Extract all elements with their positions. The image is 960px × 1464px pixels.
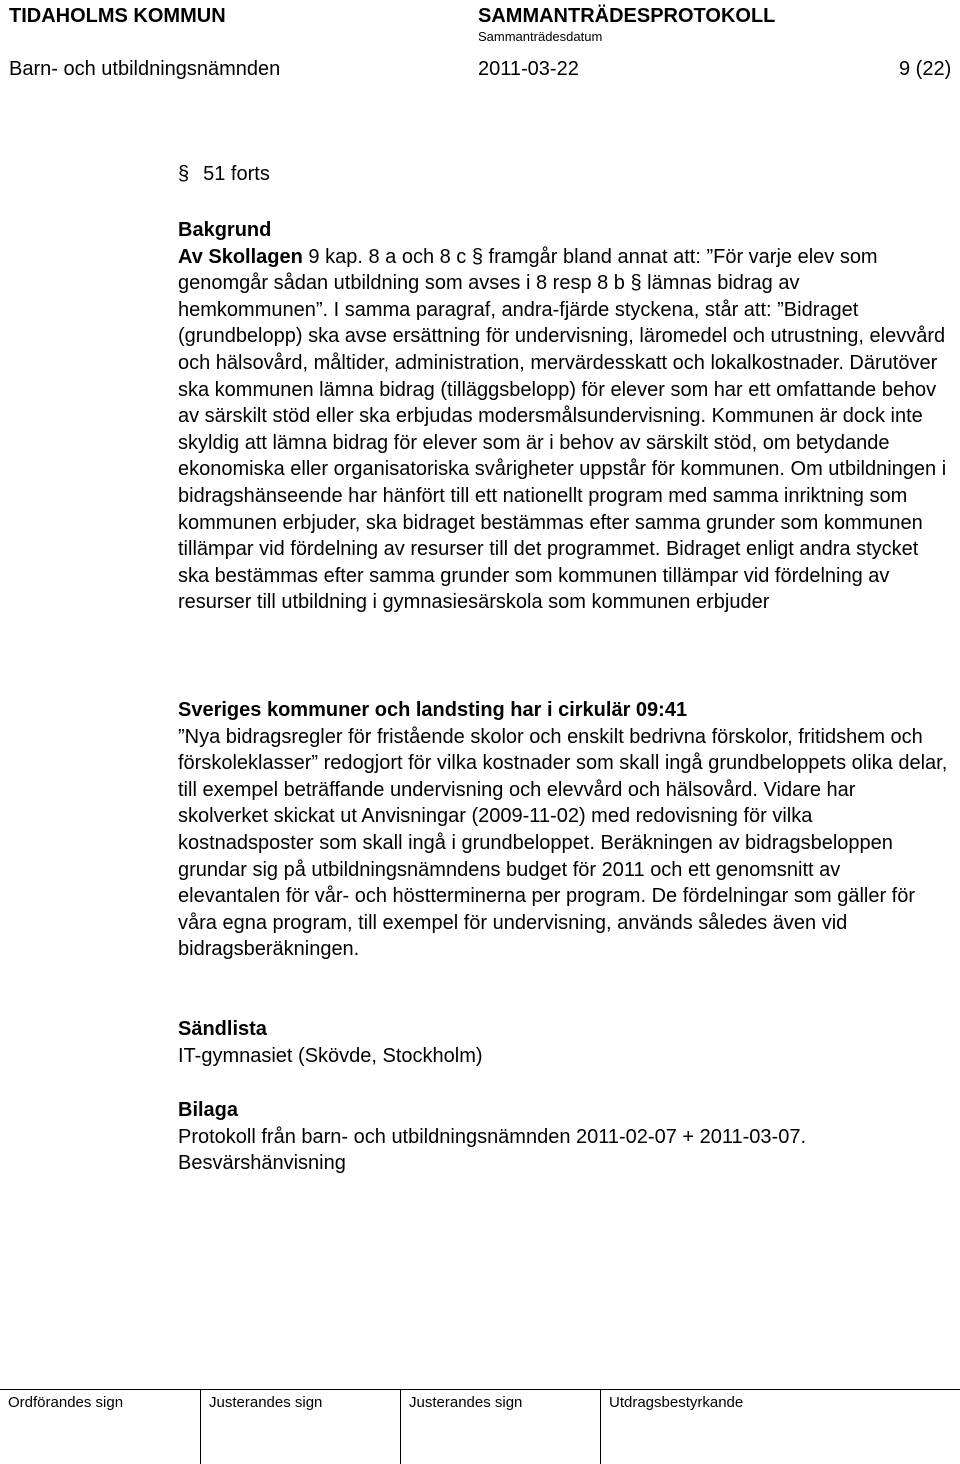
signature-label: Utdragsbestyrkande bbox=[609, 1394, 744, 1411]
section-bakgrund bbox=[178, 217, 948, 616]
document-type: SAMMANTRÄDESPROTOKOLL bbox=[478, 5, 776, 27]
sandlista-text: IT-gymnasiet (Skövde, Stockholm) bbox=[178, 1044, 483, 1067]
bakgrund-text bbox=[178, 244, 948, 616]
skl-text: ”Nya bidragsregler för fristående skolor och enskilt bedrivna förskolor, fritidshem och förskoleklasser” redogjort för vilka kostnader som skall ingå grundbeloppets olika delar, till exempel beträffande undervisning och elevvård och hälsovård. Vidare har skolverket skickat ut Anvisningar (2009-11-02) med redovisning för vilka kostnadsposter som skall ingå i grundbeloppet. Beräkningen av bidragsbeloppen grundar sig på utbildningsnämndens budget för 2011 och ett genomsnitt av elevantalen för vår- och höstterminerna per program. De fördelningar som gäller för våra egna program, till exempel för undervisning, används således även vid bidragsberäkningen. bbox=[178, 725, 948, 961]
paragraph-number: 51 forts bbox=[203, 163, 270, 185]
signature-cell-adjuster-2 bbox=[401, 1389, 600, 1464]
meeting-date: 2011-03-22 bbox=[478, 58, 579, 80]
signature-label: Justerandes sign bbox=[409, 1394, 523, 1411]
signature-cell-adjuster-1 bbox=[201, 1389, 400, 1464]
bilaga-line-1: Protokoll från barn- och utbildningsnämnden 2011-02-07 + 2011-03-07. bbox=[178, 1125, 807, 1148]
municipality-name: TIDAHOLMS KOMMUN bbox=[9, 5, 226, 27]
skl-heading: Sveriges kommuner och landsting har i cirkulär 09:41 bbox=[178, 699, 688, 721]
signature-cell-certification bbox=[601, 1389, 960, 1464]
signature-label: Justerandes sign bbox=[209, 1394, 323, 1411]
meeting-date-label: Sammanträdesdatum bbox=[478, 29, 603, 44]
paragraph-title bbox=[178, 163, 270, 186]
section-bilaga bbox=[178, 1097, 948, 1177]
section-symbol: § bbox=[178, 163, 190, 185]
signature-cell-chair bbox=[0, 1389, 200, 1464]
sandlista-heading: Sändlista bbox=[178, 1018, 267, 1040]
signature-label: Ordförandes sign bbox=[8, 1394, 124, 1411]
section-skl bbox=[178, 697, 948, 963]
bakgrund-heading: Bakgrund bbox=[178, 219, 272, 241]
page-number: 9 (22) bbox=[899, 58, 952, 80]
section-sandlista bbox=[178, 1016, 948, 1069]
bilaga-line-2: Besvärshänvisning bbox=[178, 1152, 346, 1175]
bakgrund-body: 9 kap. 8 a och 8 c § framgår bland annat att: ”För varje elev som genomgår sådan utbildning som avses i 8 resp 8 b § lämnas bidrag av hemkommunen”. I samma paragraf, andra-fjärde styckena, står att: ”Bidraget (grundbelopp) ska avse ersättning för undervisning, läromedel och utrustning, elevvård och hälsovård, måltider, administration, mervärdesskatt och lokalkostnader. Därutöver ska kommunen lämna bidrag (tilläggsbelopp) för elever som har ett omfattande behov av särskilt stöd eller ska erbjudas modersmålsundervisning. Kommunen är dock inte skyldig att lämna bidrag för elever som är i behov av särskilt stöd, om betydande ekonomiska eller organisatoriska svårigheter uppstår för kommunen. Om utbildningen i bidragshänseende har hänfört till ett nationellt program med samma inriktning som kommunen erbjuder, ska bidraget bestämmas efter samma grunder som kommunen tillämpar vid fördelning av resurser till det programmet. Bidraget enligt andra stycket ska bestämmas efter samma grunder som kommunen tillämpar vid fördelning av resurser till utbildning i gymnasiesärskola som kommunen erbjuder bbox=[178, 245, 947, 614]
bakgrund-lead: Av Skollagen bbox=[178, 245, 303, 268]
bilaga-heading: Bilaga bbox=[178, 1099, 239, 1121]
signature-footer bbox=[0, 1389, 960, 1464]
committee-name: Barn- och utbildningsnämnden bbox=[9, 58, 281, 80]
